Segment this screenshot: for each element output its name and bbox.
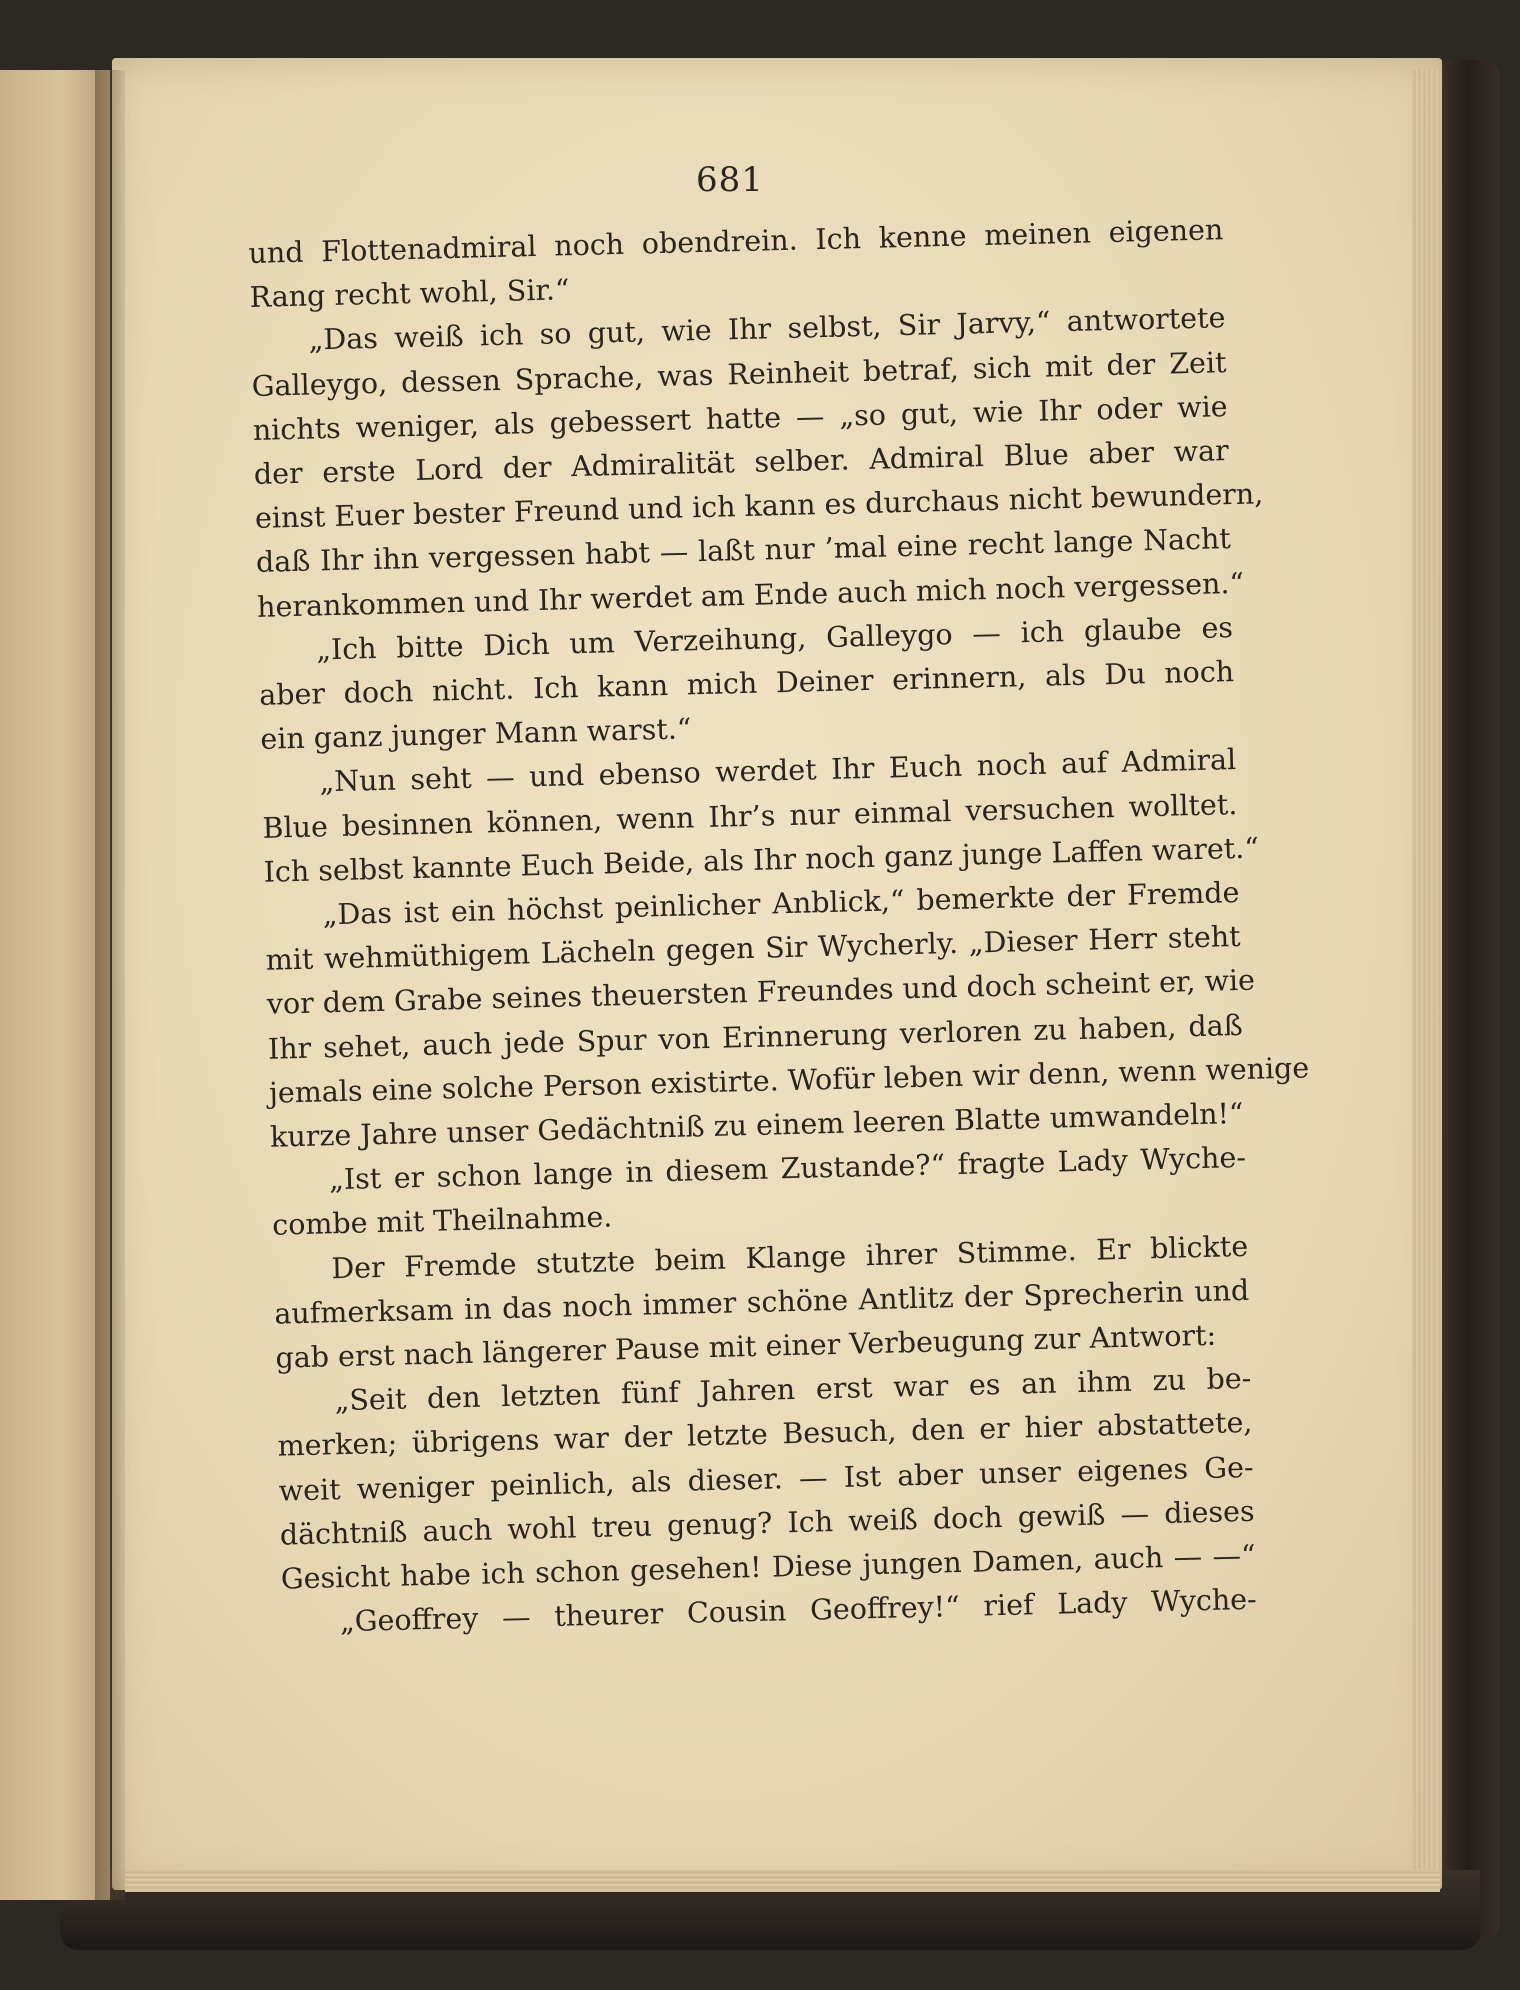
text-line: herankommen und Ihr werdet am Ende auch mich noch vergessen.“ [256,566,1245,624]
text-line: vor dem Grabe seines theuersten Freundes und doch scheint er, wie [266,964,1256,1022]
text-line: ein ganz junger Mann warst.“ [260,712,692,757]
page-stack-edge-bottom [125,1870,1440,1892]
text-line: gab erst nach längerer Pause mit einer Verbeugung zur Antwort: [275,1318,1217,1375]
text-line: und Flottenadmiral noch obendrein. Ich kenne meinen eigenen [248,213,1224,270]
text-line: „Das weiß ich so gut, wie Ihr selbst, Sir Jarvy,“ antwortete [308,301,1226,357]
text-line: merken; übrigens war der letzte Besuch, den er hier abstattete, [277,1406,1253,1464]
text-line: Der Fremde stutzte beim Klange ihrer Stimme. Er blickte [330,1229,1249,1285]
text-line: Gesicht habe ich schon gesehen! Diese jungen Damen, auch — —“ [280,1538,1257,1596]
text-line: „Seit den letzten fünf Jahren erst war es an ihm zu be- [334,1362,1252,1418]
text-line: combe mit Theilnahme. [271,1200,613,1243]
text-line: „Ich bitte Dich um Verzeihung, Galleygo — ich glaube es [315,610,1234,667]
page-gutter [95,70,125,1900]
text-line: Ihr sehet, auch jede Spur von Erinnerung verloren zu haben, daß [267,1008,1244,1066]
text-line: „Das ist ein höchst peinlicher Anblick,“ bemerkte der Fremde [322,876,1240,932]
text-line: einst Euer bester Freund und ich kann es durchaus nicht bewundern, [254,477,1264,536]
text-line: „Nun seht — und ebenso werdet Ihr Euch noch auf Admiral [319,743,1237,799]
text-line: aufmerksam in das noch immer schöne Antlitz der Sprecherin und [274,1273,1250,1331]
facing-page-edge [0,70,110,1900]
text-line: nichts weniger, als gebessert hatte — „so gut, wie Ihr oder wie [252,389,1228,447]
text-line: daß Ihr ihn vergessen habt — laßt nur ’mal eine recht lange Nacht [255,522,1232,580]
text-line: kurze Jahre unser Gedächtniß zu einem leeren Blatte umwandeln!“ [269,1097,1244,1154]
page-stack-edge-right [1412,70,1440,1890]
text-line: „Geoffrey — theurer Cousin Geoffrey!“ rief Lady Wyche- [339,1583,1258,1639]
page-text [248,208,1310,1646]
text-line: weit weniger peinlich, als dieser. — Ist aber unser eigenes Ge- [278,1450,1254,1508]
text-line: Blue besinnen können, wenn Ihr’s nur einmal versuchen wolltet. [262,787,1238,845]
text-line: mit wehmüthigem Lächeln gegen Sir Wycherly. „Dieser Herr steht [265,920,1241,978]
text-line: Ich selbst kannte Euch Beide, als Ihr noch ganz junge Laffen waret.“ [263,831,1260,889]
text-line: dächtniß auch wohl treu genug? Ich weiß doch gewiß — dieses [279,1494,1255,1552]
text-line: der erste Lord der Admiralität selber. Admiral Blue aber war [253,434,1230,491]
text-line: Rang recht wohl, Sir.“ [249,273,570,315]
text-line: aber doch nicht. Ich kann mich Deiner erinnern, als Du noch [258,655,1235,712]
text-line: Galleygo, dessen Sprache, was Reinheit betraf, sich mit der Zeit [251,345,1227,403]
text-line: jemals eine solche Person existirte. Wofür leben wir denn, wenn wenige [268,1051,1310,1110]
page-number: 681 [696,160,764,200]
text-line: „Ist er schon lange in diesem Zustande?“ fragte Lady Wyche- [328,1141,1247,1197]
